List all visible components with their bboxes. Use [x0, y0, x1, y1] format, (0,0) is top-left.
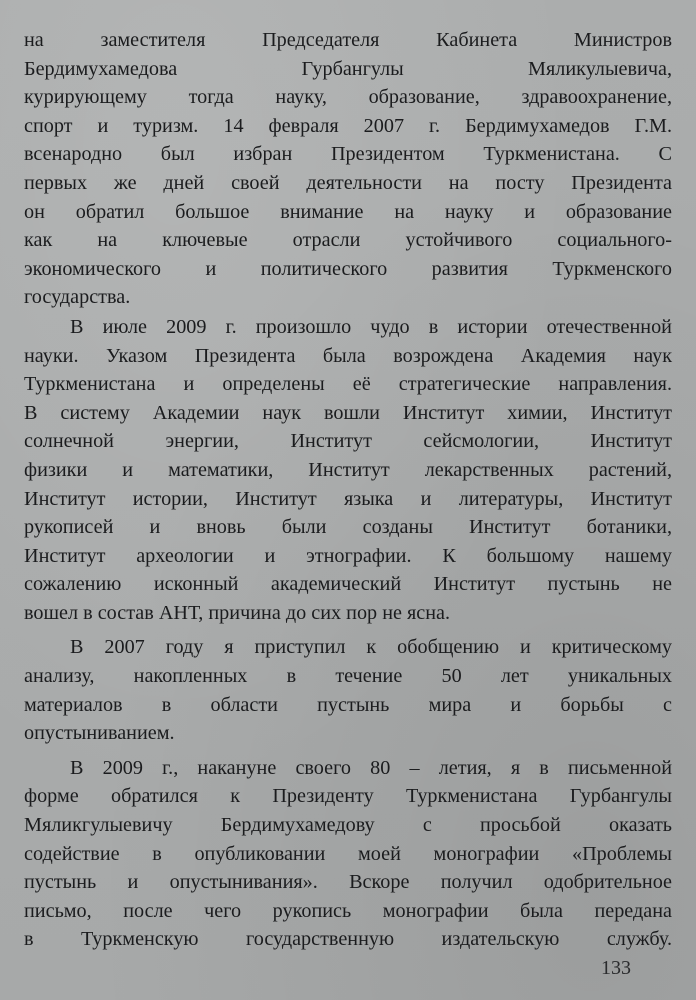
text-line: физики и математики, Институт лекарственных растений, [24, 458, 672, 481]
text-line: первых же дней своей деятельности на посту Президента [24, 171, 672, 194]
text-line: он обратил большое внимание на науку и образование [24, 200, 672, 223]
text-line: рукописей и вновь были созданы Институт ботаники, [24, 516, 672, 539]
text-line: письмо, после чего рукопись монографии была передана [24, 899, 672, 922]
paragraph-2 [24, 313, 672, 628]
text-line: Мяликгулыевичу Бердимухамедову с просьбой оказать [24, 814, 672, 837]
text-line: на заместителя Председателя Кабинета Министров [24, 29, 672, 51]
text-line: солнечной энергии, Институт сейсмологии, Институт [24, 430, 672, 453]
text-line: форме обратился к Президенту Туркменистана Гурбангулы [24, 785, 672, 808]
text-line: курирующему тогда науку, образование, здравоохранение, [24, 86, 672, 109]
text-line: государства. [24, 286, 131, 309]
text-line: в Туркменскую государственную издательскую службу. [24, 928, 672, 951]
paragraph-4 [24, 754, 672, 954]
paragraph-1 [24, 26, 672, 312]
text-line: спорт и туризм. 14 февраля 2007 г. Бердимухамедов Г.М. [24, 114, 672, 137]
text-line: экономического и политического развития Туркменского [24, 257, 672, 280]
text-line: В 2007 году я приступил к обобщению и критическому [70, 636, 672, 659]
page-number: 133 [601, 957, 631, 979]
text-line: В 2009 г., накануне своего 80 – летия, я в письменной [70, 756, 672, 779]
text-line: пустынь и опустынивания». Вскоре получил одобрительное [24, 871, 672, 894]
text-line: всенародно был избран Президентом Туркменистана. С [24, 143, 672, 166]
text-line: Бердимухамедова Гурбангулы Мяликулыевича, [24, 57, 672, 80]
text-line: как на ключевые отрасли устойчивого социального- [24, 229, 672, 252]
text-line: В систему Академии наук вошли Институт химии, Институт [24, 401, 672, 424]
text-line: анализу, накопленных в течение 50 лет уникальных [24, 665, 672, 688]
page-body [24, 26, 672, 954]
text-line: материалов в области пустынь мира и борьбы с [24, 693, 672, 716]
text-line: науки. Указом Президента была возрождена Академия наук [24, 344, 672, 367]
text-line: Туркменистана и определены её стратегические направления. [24, 373, 672, 396]
text-line: Институт археологии и этнографии. К большому нашему [24, 544, 672, 567]
text-line: содействие в опубликовании моей монографии «Проблемы [24, 842, 672, 865]
text-line: вошел в состав АНТ, причина до сих пор не ясна. [24, 601, 451, 624]
text-line: Институт истории, Институт языка и литературы, Институт [24, 487, 672, 510]
text-line: В июле 2009 г. произошло чудо в истории отечественной [70, 315, 672, 338]
text-line: опустыниванием. [24, 722, 175, 745]
text-line: сожалению исконный академический Институт пустынь не [24, 573, 672, 596]
paragraph-3 [24, 633, 672, 747]
